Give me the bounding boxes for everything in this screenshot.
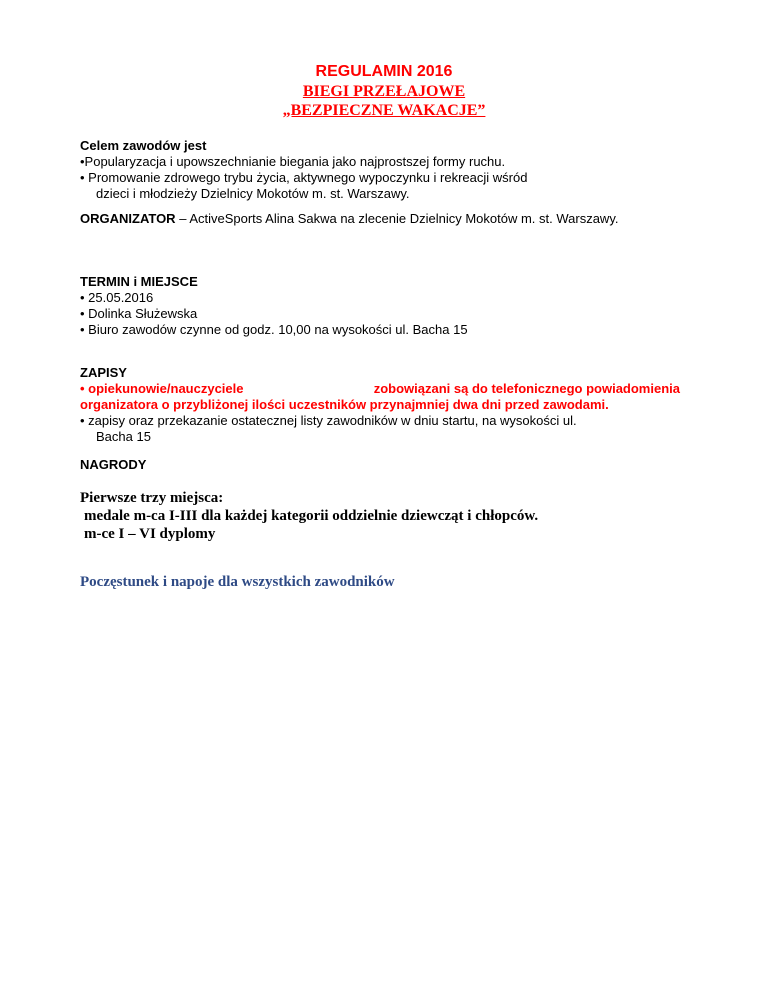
- registration-item-2: • zapisy oraz przekazanie ostatecznej listy zawodników w dniu startu, na wysokości ul.: [80, 413, 577, 428]
- registration-notice-who: • opiekunowie/nauczyciele: [80, 381, 244, 396]
- awards-line-2: medale m-ca I-III dla każdej kategorii oddzielnie dziewcząt i chłopców.: [84, 508, 539, 524]
- document-title: REGULAMIN 2016: [315, 63, 453, 80]
- awards-section: [80, 489, 680, 543]
- awards-line-1: Pierwsze trzy miejsca:: [80, 490, 224, 506]
- document-header: [0, 62, 768, 120]
- event-title: BIEGI PRZEŁAJOWE: [302, 83, 466, 100]
- event-subtitle: „BEZPIECZNE WAKACJE”: [282, 102, 486, 119]
- awards-heading: NAGRODY: [80, 457, 147, 472]
- organizer-text: – ActiveSports Alina Sakwa na zlecenie Dzielnicy Mokotów m. st. Warszawy.: [175, 211, 619, 226]
- goal-item-2: • Promowanie zdrowego trybu życia, aktywnego wypoczynku i rekreacji wśród: [80, 170, 528, 185]
- awards-line-3: m-ce I – VI dyplomy: [84, 526, 216, 542]
- registration-section: [80, 365, 680, 445]
- term-section: [80, 274, 680, 338]
- registration-notice-line-2: organizatora o przybliżonej ilości uczestników przynajmniej dwa dni przed zawodami.: [80, 397, 609, 412]
- registration-heading: ZAPISY: [80, 365, 127, 380]
- goal-item-2-continuation: dzieci i młodzieży Dzielnicy Mokotów m. st. Warszawy.: [96, 186, 410, 201]
- refreshments-text: Poczęstunek i napoje dla wszystkich zawodników: [80, 574, 395, 590]
- registration-notice-line-1: [80, 381, 680, 397]
- goal-heading: Celem zawodów jest: [80, 138, 207, 153]
- term-place: • Dolinka Służewska: [80, 306, 198, 321]
- goal-item-1: •Popularyzacja i upowszechnianie biegania jako najprostszej formy ruchu.: [80, 154, 506, 169]
- registration-item-2-continuation: Bacha 15: [96, 429, 151, 444]
- awards-heading-block: [80, 457, 680, 473]
- term-office: • Biuro zawodów czynne od godz. 10,00 na wysokości ul. Bacha 15: [80, 322, 468, 337]
- organizer-section: [80, 211, 680, 227]
- registration-notice-what: zobowiązani są do telefonicznego powiadomienia: [373, 381, 680, 396]
- goal-section: [80, 138, 680, 202]
- refreshments-section: [80, 574, 680, 591]
- organizer-label: ORGANIZATOR: [80, 211, 176, 226]
- term-date: • 25.05.2016: [80, 290, 154, 305]
- term-heading: TERMIN i MIEJSCE: [80, 274, 198, 289]
